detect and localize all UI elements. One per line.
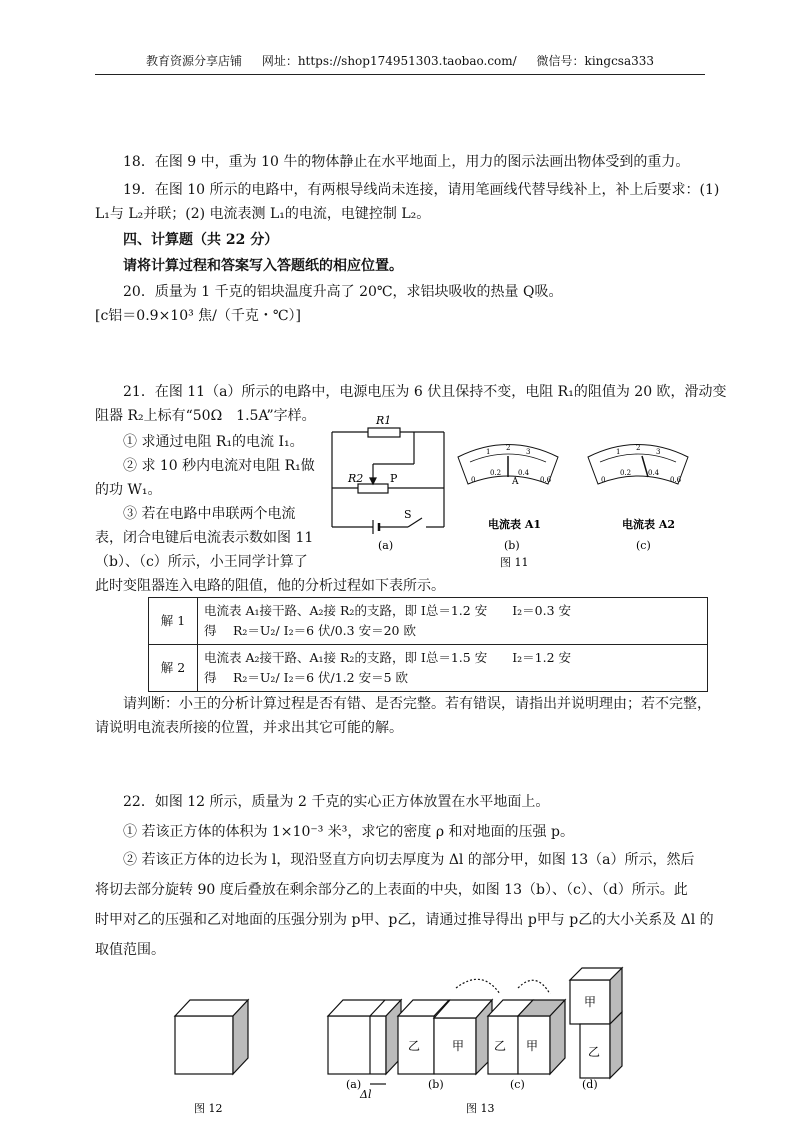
q21-sub3-line2: 表，闭合电键后电流表示数如图 11 <box>95 530 314 546</box>
solution-2-line2: 得 R₂＝U₂/ I₂＝6 伏/1.2 安＝5 欧 <box>204 670 408 685</box>
table-row <box>149 645 708 692</box>
label-r1: R1 <box>376 414 392 427</box>
figure-11-caption: 图 11 <box>500 556 529 569</box>
header-url: 网址：https://shop174951303.taobao.com/ <box>261 54 517 68</box>
table-row <box>149 598 708 645</box>
ammeter-c-02: 0.2 <box>620 469 632 477</box>
fig13d-yi: 乙 <box>588 1045 601 1059</box>
solution-1-line2: 得 R₂＝U₂/ I₂＝6 伏/0.3 安＝20 欧 <box>204 623 416 638</box>
q18-text: 18．在图 9 中，重为 10 牛的物体静止在水平地面上，用力的图示法画出物体受到的重力。 <box>123 154 690 170</box>
figure-12-caption: 图 12 <box>194 1102 223 1115</box>
label-s: S <box>404 508 412 521</box>
fig12-cube <box>175 1000 248 1074</box>
ammeter-c-1: 1 <box>616 448 621 456</box>
ammeter-c-04: 0.4 <box>648 469 660 477</box>
ammeter-c-0: 0 <box>601 476 606 484</box>
caption-b: (b) <box>504 539 520 552</box>
q19-line2: L₁与 L₂并联；(2) 电流表测 L₁的电流，电键控制 L₂。 <box>95 206 431 222</box>
q22-intro: 22．如图 12 所示，质量为 2 千克的实心正方体放置在水平地面上。 <box>123 794 550 810</box>
caption-c: (c) <box>636 539 651 552</box>
fig13b-jia: 甲 <box>452 1039 465 1053</box>
label-r2: R2 <box>348 472 364 485</box>
q21-sub3-line4: 此时变阻器连入电路的阻值，他的分析过程如下表所示。 <box>95 578 445 594</box>
q22-sub1: ① 若该正方体的体积为 1×10⁻³ 米³，求它的密度 ρ 和对地面的压强 p。 <box>123 824 574 840</box>
q21-intro1: 21．在图 11（a）所示的电路中，电源电压为 6 伏且保持不变，电阻 R₁的阻值为 20 欧，滑动变 <box>123 384 727 400</box>
ammeter-b-label: 电流表 A1 <box>488 518 542 531</box>
ammeter-b-2: 2 <box>506 444 511 452</box>
q19-line1: 19．在图 10 所示的电路中，有两根导线尚未连接，请用笔画线代替导线补上，补上后要求：(1) <box>123 182 720 198</box>
ammeter-c-3: 3 <box>656 448 661 456</box>
ammeter-c-2: 2 <box>636 444 641 452</box>
fig13b-blocks <box>398 979 500 1074</box>
page-header <box>95 48 705 75</box>
fig13a-dl: Δl <box>360 1088 372 1101</box>
q22-sub2-line4: 取值范围。 <box>95 942 165 958</box>
ammeter-b-1: 1 <box>486 448 491 456</box>
solution-2-label: 解 2 <box>149 645 198 692</box>
solution-1-label: 解 1 <box>149 598 198 645</box>
fig13c-yi: 乙 <box>494 1039 507 1053</box>
q21-sub2-line1: ② 求 10 秒内电流对电阻 R₁做 <box>123 458 315 474</box>
ammeter-b-A: A <box>512 477 519 487</box>
header-shop: 教育资源分享店铺 <box>145 54 242 68</box>
ammeter-b-0: 0 <box>471 476 476 484</box>
q21-judge-line1: 请判断：小王的分析计算过程是否有错、是否完整。若有错误，请指出并说明理由；若不完整， <box>123 696 711 712</box>
fig13b-yi: 乙 <box>408 1039 421 1053</box>
q22-sub2-line2: 将切去部分旋转 90 度后叠放在剩余部分乙的上表面的中央，如图 13（b）、（c）、（d）所示。此 <box>95 882 688 898</box>
fig13-cap-a: (a) <box>346 1078 362 1091</box>
solution-table <box>148 597 708 692</box>
q21-sub3-line1: ③ 若在电路中串联两个电流 <box>123 506 296 522</box>
ammeter-b-02: 0.2 <box>490 469 502 477</box>
ammeter-b-3: 3 <box>526 448 531 456</box>
ammeter-c-06: 0.6 <box>670 476 682 484</box>
fig13-cap-d: (d) <box>582 1078 598 1091</box>
ammeter-b-06: 0.6 <box>540 476 552 484</box>
q20-line2: [c铝＝0.9×10³ 焦/（千克・℃）] <box>95 308 302 324</box>
solution-1-line1: 电流表 A₁接干路、A₂接 R₂的支路，即 I总＝1.2 安 I₂＝0.3 安 <box>204 603 572 618</box>
q21-sub1: ① 求通过电阻 R₁的电流 I₁。 <box>123 434 304 450</box>
q21-sub2-line2: 的功 W₁。 <box>95 482 162 498</box>
section4-note: 请将计算过程和答案写入答题纸的相应位置。 <box>123 258 403 274</box>
section4-title: 四、计算题（共 22 分） <box>123 232 279 248</box>
caption-a: (a) <box>378 539 394 552</box>
fig13d-jia: 甲 <box>584 995 597 1009</box>
ammeter-c-label: 电流表 A2 <box>622 518 676 531</box>
q21-judge-line2: 请说明电流表所接的位置，并求出其它可能的解。 <box>95 720 403 736</box>
figure-11 <box>318 412 718 572</box>
fig13d-stack <box>570 968 622 1078</box>
figure-13-caption: 图 13 <box>466 1102 495 1115</box>
q22-sub2-line3: 时甲对乙的压强和乙对地面的压强分别为 p甲、p乙，请通过推导得出 p甲与 p乙的大小关系及 Δl 的 <box>95 912 714 928</box>
fig13c-jia: 甲 <box>526 1039 539 1053</box>
fig13a-cube <box>328 1000 401 1084</box>
fig13c-blocks <box>488 980 565 1074</box>
fig13-cap-c: (c) <box>510 1078 525 1091</box>
label-p: P <box>390 472 398 485</box>
q21-intro2: 阻器 R₂上标有“50Ω 1.5A”字样。 <box>95 408 316 424</box>
figures-12-13 <box>160 958 640 1118</box>
solution-2-line1: 电流表 A₂接干路、A₁接 R₂的支路，即 I总＝1.5 安 I₂＝1.2 安 <box>204 650 572 665</box>
q22-sub2-line1: ② 若该正方体的边长为 l，现沿竖直方向切去厚度为 Δl 的部分甲，如图 13（a）所示，然后 <box>123 852 695 868</box>
q21-sub3-line3: （b）、（c）所示，小王同学计算了 <box>95 554 308 570</box>
q20-line1: 20．质量为 1 千克的铝块温度升高了 20℃，求铝块吸收的热量 Q吸。 <box>123 284 563 300</box>
ammeter-b-04: 0.4 <box>518 469 530 477</box>
header-wechat: 微信号：kingcsa333 <box>536 54 655 68</box>
fig13-cap-b: (b) <box>428 1078 444 1091</box>
